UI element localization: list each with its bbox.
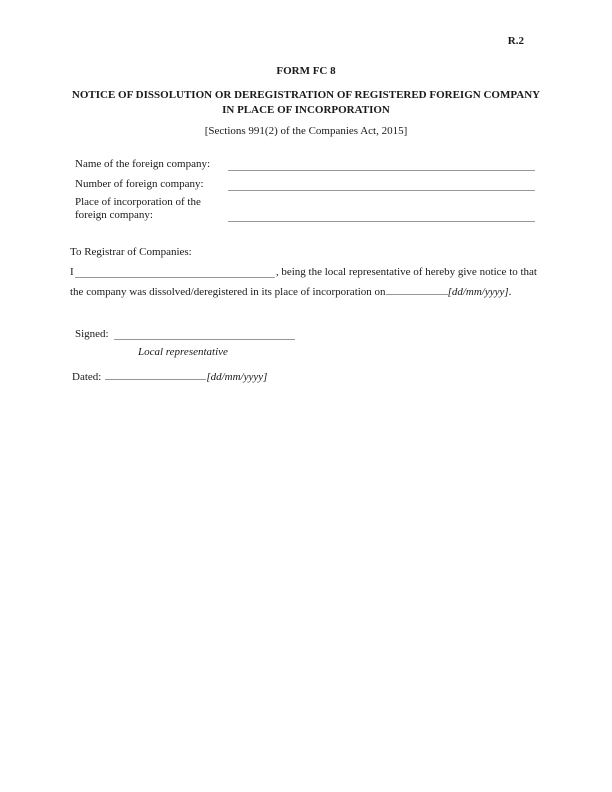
dissolution-date-input-line[interactable] <box>386 283 448 295</box>
company-number-label: Number of foreign company: <box>75 178 204 190</box>
company-name-input-line[interactable] <box>228 159 535 171</box>
dated-label: Dated: <box>72 371 102 383</box>
field-row-company-name <box>75 157 535 171</box>
notice-prefix: I <box>70 266 74 278</box>
company-name-label: Name of the foreign company: <box>75 158 211 170</box>
dissolution-date-format-hint: [dd/mm/yyyy] <box>447 286 509 298</box>
notice-line1-text: , being the local representative of hereby give notice to that <box>275 266 537 278</box>
signatory-role-caption: Local representative <box>138 346 228 358</box>
notice-line-1 <box>70 265 537 278</box>
representative-name-input-line[interactable] <box>75 266 275 278</box>
signature-input-line[interactable] <box>114 328 295 340</box>
dated-input-line[interactable] <box>105 368 206 380</box>
company-number-input-line[interactable] <box>228 179 535 191</box>
notice-line2-period: . <box>508 286 512 298</box>
dated-format-hint: [dd/mm/yyyy] <box>206 371 268 383</box>
notice-line-2 <box>70 283 537 297</box>
dated-row <box>72 368 267 382</box>
notice-paragraph <box>70 265 537 297</box>
notice-line2-text: the company was dissolved/deregistered in its place of incorporation on <box>70 286 386 298</box>
form-title <box>40 88 572 118</box>
place-label-line2: foreign company: <box>75 209 153 221</box>
field-row-place-of-incorporation <box>75 196 535 222</box>
place-of-incorporation-input-line[interactable] <box>228 210 535 222</box>
page-ref: R.2 <box>507 35 524 47</box>
place-of-incorporation-label <box>75 196 228 222</box>
place-label-line1: Place of incorporation of the <box>75 196 201 208</box>
form-code: FORM FC 8 <box>276 65 336 77</box>
signed-label: Signed: <box>75 328 109 340</box>
field-row-company-number <box>75 177 535 191</box>
addressee-line: To Registrar of Companies: <box>70 246 192 258</box>
signed-row <box>75 326 295 340</box>
form-title-line2: IN PLACE OF INCORPORATION <box>222 104 390 116</box>
statute-reference: [Sections 991(2) of the Companies Act, 2015] <box>204 125 408 137</box>
form-title-line1: NOTICE OF DISSOLUTION OR DEREGISTRATION OF REGISTERED FOREIGN COMPANY <box>71 89 541 101</box>
